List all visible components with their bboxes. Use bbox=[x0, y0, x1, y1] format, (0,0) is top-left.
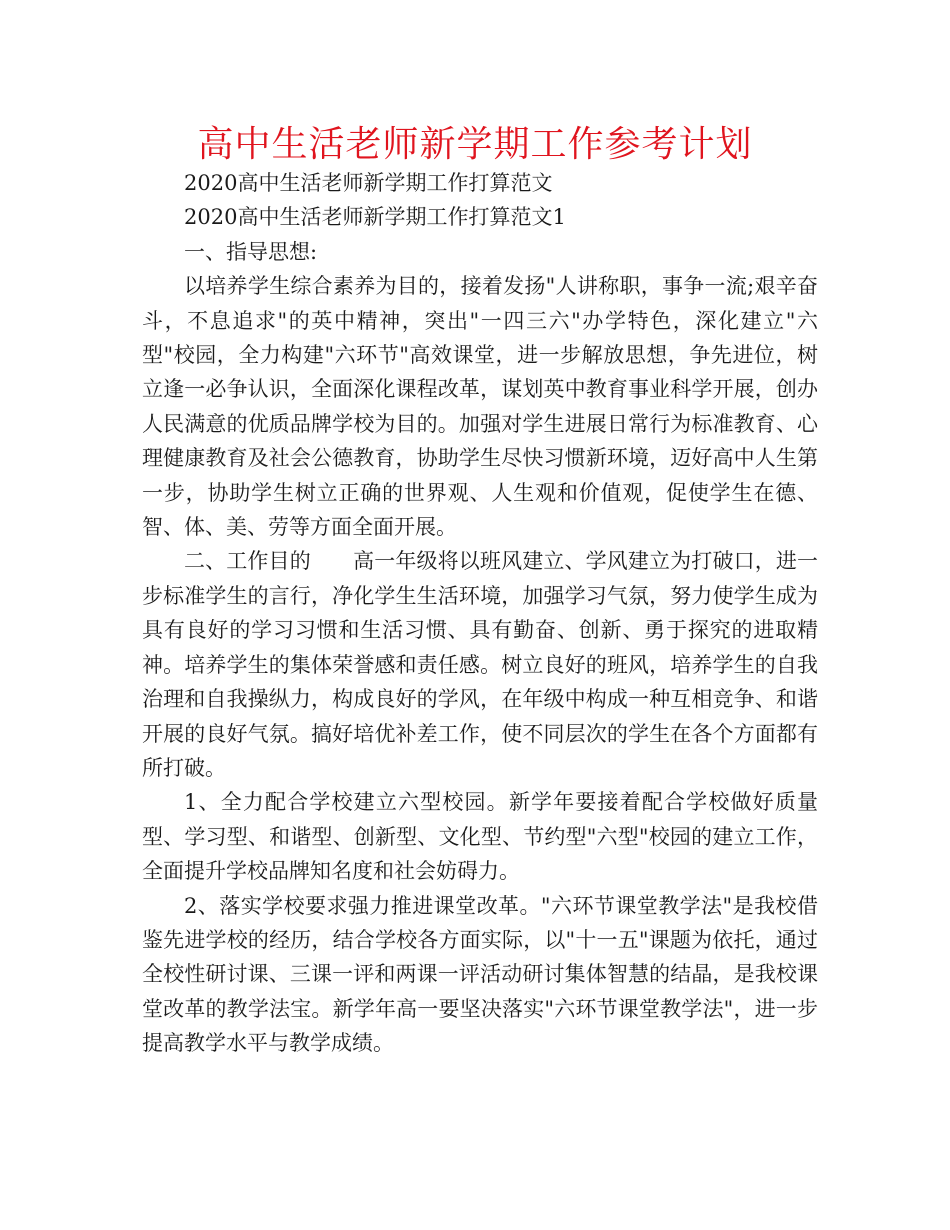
paragraph-item-1: 1、全力配合学校建立六型校园。新学年要接着配合学校做好质量型、学习型、和谐型、创新型、文化型、节约型"六型"校园的建立工作，全面提升学校品牌知名度和社会妨碍力。 bbox=[142, 790, 818, 884]
document-title: 高中生活老师新学期工作参考计划 bbox=[197, 124, 753, 165]
paragraph-subtitle-1: 2020高中生活老师新学期工作打算范文 bbox=[184, 171, 553, 195]
paragraph-subtitle-2: 2020高中生活老师新学期工作打算范文1 bbox=[184, 205, 566, 230]
paragraph-guiding-thought: 以培养学生综合素养为目的，接着发扬"人讲称职，事争一流;艰辛奋斗，不息追求"的英中精神，突出"一四三六"办学特色，深化建立"六型"校园，全力构建"六环节"高效课堂，进一步解放思想，争先进位，树立逢一必争认识，全面深化课程改革，谋划英中教育事业科学开展，创办人民满意的优质品牌学校为目的。加强对学生进展日常行为标准教育、心理健康教育及社会公德教育，协助学生尽快习惯新环境，迈好高中人生第一步，协助学生树立正确的世界观、人生观和价值观，促使学生在德、智、体、美、劳等方面全面开展。 bbox=[142, 274, 818, 540]
paragraph-item-2: 2、落实学校要求强力推进课堂改革。"六环节课堂教学法"是我校借鉴先进学校的经历，结合学校各方面实际，以"十一五"课题为依托，通过全校性研讨课、三课一评和两课一评活动研讨集体智慧的结晶，是我校课堂改革的教学法宝。新学年高一要坚决落实"六环节课堂教学法"，进一步提高教学水平与教学成绩。 bbox=[142, 893, 818, 1056]
paragraph-work-goals: 二、工作目的 高一年级将以班风建立、学风建立为打破口，进一步标准学生的言行，净化学生生活环境，加强学习气氛，努力使学生成为具有良好的学习习惯和生活习惯、具有勤奋、创新、勇于探究的进取精神。培养学生的集体荣誉感和责任感。树立良好的班风，培养学生的自我治理和自我操纵力，构成良好的学风，在年级中构成一种互相竞争、和谐开展的良好气氛。搞好培优补差工作，使不同层次的学生在各个方面都有所打破。 bbox=[142, 549, 818, 780]
section-heading-guiding-thought: 一、指导思想: bbox=[184, 239, 318, 264]
document-body bbox=[142, 166, 818, 1061]
